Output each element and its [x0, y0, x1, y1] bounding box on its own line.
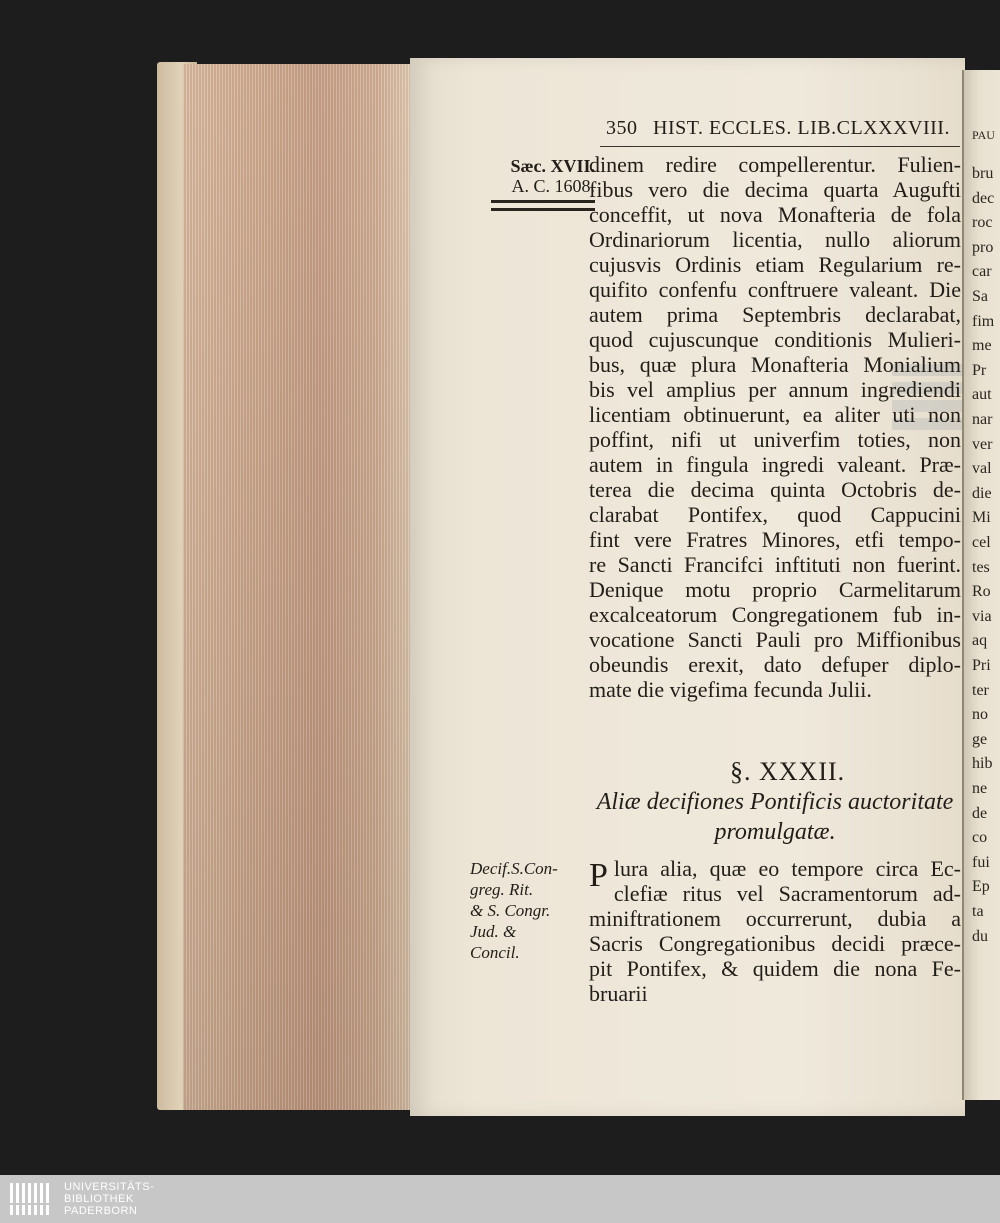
facing-page-fragment: Mi: [972, 509, 991, 527]
facing-page-fragment: car: [972, 263, 992, 281]
library-logo-icon: [8, 1181, 56, 1217]
text-line: conceffit, ut nova Monafteria de fola: [589, 202, 961, 227]
margin-line: greg. Rit.: [470, 880, 534, 899]
text-line: poffint, nifi ut univerfim toties, non: [589, 427, 961, 452]
text-line: dinem redire compellerentur. Fulien-: [589, 152, 961, 177]
text-block-2: [589, 856, 961, 1006]
running-header: [606, 117, 950, 140]
text-line: cujusvis Ordinis etiam Regularium re-: [589, 252, 961, 277]
logo-line: PADERBORN: [64, 1205, 138, 1217]
page-number: 350: [606, 117, 638, 139]
facing-page-fragment: de: [972, 804, 988, 822]
facing-page-fragment: ver: [972, 435, 993, 453]
text-line: excalceatorum Congregationem fub in-: [589, 602, 961, 627]
text-line: mate die vigefima fecunda Julii.: [589, 677, 872, 702]
facing-page-fragment: via: [972, 607, 992, 625]
text-line: Denique motu proprio Carmelitarum: [589, 577, 961, 602]
text-line: re Sancti Francifci inftituti non fuerint.: [589, 552, 961, 577]
page-block-shading: [183, 64, 411, 1110]
facing-page-fragment: Pr: [972, 361, 987, 379]
text-line: lura alia, quæ eo tempore circa Ec-: [613, 856, 961, 881]
library-logo-text: [64, 1181, 154, 1217]
facing-page-fragment: aq: [972, 632, 988, 650]
margin-note-date: [470, 156, 595, 196]
text-line: quifito confenfu conftruere valeant. Die: [589, 277, 961, 302]
section-title: [589, 787, 961, 847]
text-line: Sacris Congregationibus decidi præce-: [589, 931, 961, 956]
facing-page-fragment: tes: [972, 558, 990, 576]
logo-line: BIBLIOTHEK: [64, 1193, 134, 1205]
margin-double-rule: [491, 200, 595, 203]
library-footer: [0, 1175, 1000, 1223]
facing-page-fragment: Pri: [972, 657, 991, 674]
text-line: Ordinariorum licentia, nullo aliorum: [589, 227, 961, 252]
facing-page-fragment: no: [972, 706, 988, 724]
text-line: fibus vero die decima quarta Augufti: [589, 177, 961, 202]
text-line: quod cujuscunque conditionis Mulieri-: [589, 327, 961, 352]
text-line: obeundis erexit, dato defuper diplo-: [589, 652, 961, 677]
facing-page-fragment: du: [972, 927, 988, 945]
facing-page-fragment: cel: [972, 534, 991, 551]
facing-page-fragment: hib: [972, 755, 993, 773]
text-block-1: [589, 152, 961, 702]
text-line: bus, quæ plura Monafteria Monialium: [589, 352, 961, 377]
section-number: §. XXXII.: [730, 757, 846, 786]
text-line: terea die decima quinta Octobris de-: [589, 477, 961, 502]
logo-line: UNIVERSITÄTS-: [64, 1181, 155, 1193]
facing-page-fragment: Sa: [972, 288, 988, 305]
text-line: licentiam obtinuerunt, ea aliter uti non: [589, 402, 961, 427]
text-line: miniftrationem occurrerunt, dubia a: [589, 906, 961, 931]
facing-page-fragment: fui: [972, 853, 990, 871]
text-line: fint vere Fratres Minores, etfi tempo-: [589, 527, 961, 552]
margin-line: Concil.: [470, 943, 520, 962]
facing-page-fragment: Ep: [972, 878, 990, 896]
facing-page-fragment: val: [972, 460, 992, 478]
section-title-line: promulgatæ.: [714, 819, 836, 845]
facing-page-fragment: nar: [972, 411, 993, 428]
facing-page-fragment: co: [972, 829, 988, 847]
drop-cap: P: [589, 857, 608, 894]
facing-page-fragment: Ro: [972, 583, 991, 601]
text-line: autem prima Septembris declarabat,: [589, 302, 961, 327]
margin-century: Sæc. XVII.: [510, 156, 595, 176]
text-line: bruarii: [589, 981, 648, 1006]
facing-page-fragment: PAU: [972, 128, 995, 142]
facing-page-fragment: pro: [972, 238, 994, 256]
text-line: clarabat Pontifex, quod Cappucini: [589, 502, 961, 527]
facing-page-fragment: ne: [972, 780, 988, 797]
margin-line: & S. Congr.: [470, 901, 551, 920]
text-line: pit Pontifex, & quidem die nona Fe-: [589, 956, 961, 981]
text-line: clefiæ ritus vel Sacramentorum ad-: [613, 881, 961, 906]
facing-page-fragment: dec: [972, 189, 995, 207]
facing-page-fragment: aut: [972, 386, 992, 404]
facing-page-fragment: roc: [972, 214, 993, 232]
text-line: vocatione Sancti Pauli pro Miffionibus: [589, 627, 961, 652]
margin-line: Decif.S.Con-: [470, 859, 558, 878]
text-block-2-lines: [589, 856, 961, 1006]
facing-page-edge: [962, 70, 1000, 1100]
header-rule: [600, 146, 960, 147]
facing-page-fragment: ge: [972, 730, 988, 748]
margin-double-rule: [491, 208, 595, 211]
facing-page-fragment: die: [972, 484, 992, 502]
margin-year: A. C. 1608.: [511, 176, 595, 196]
facing-page-fragment: ta: [972, 903, 984, 920]
margin-note-source: [470, 858, 590, 963]
text-line: autem in fingula ingredi valeant. Præ-: [589, 452, 961, 477]
facing-page-fragment: ter: [972, 681, 989, 699]
facing-page-fragment: fim: [972, 312, 995, 330]
facing-page-fragment: me: [972, 337, 992, 355]
facing-page-fragment: bru: [972, 165, 994, 182]
text-line: bis vel amplius per annum ingrediendi: [589, 377, 961, 402]
section-title-line: Aliæ decifiones Pontificis auctoritate: [596, 789, 954, 815]
margin-line: Jud. &: [470, 922, 517, 941]
running-title: HIST. ECCLES. LIB.CLXXXVIII.: [653, 117, 950, 139]
